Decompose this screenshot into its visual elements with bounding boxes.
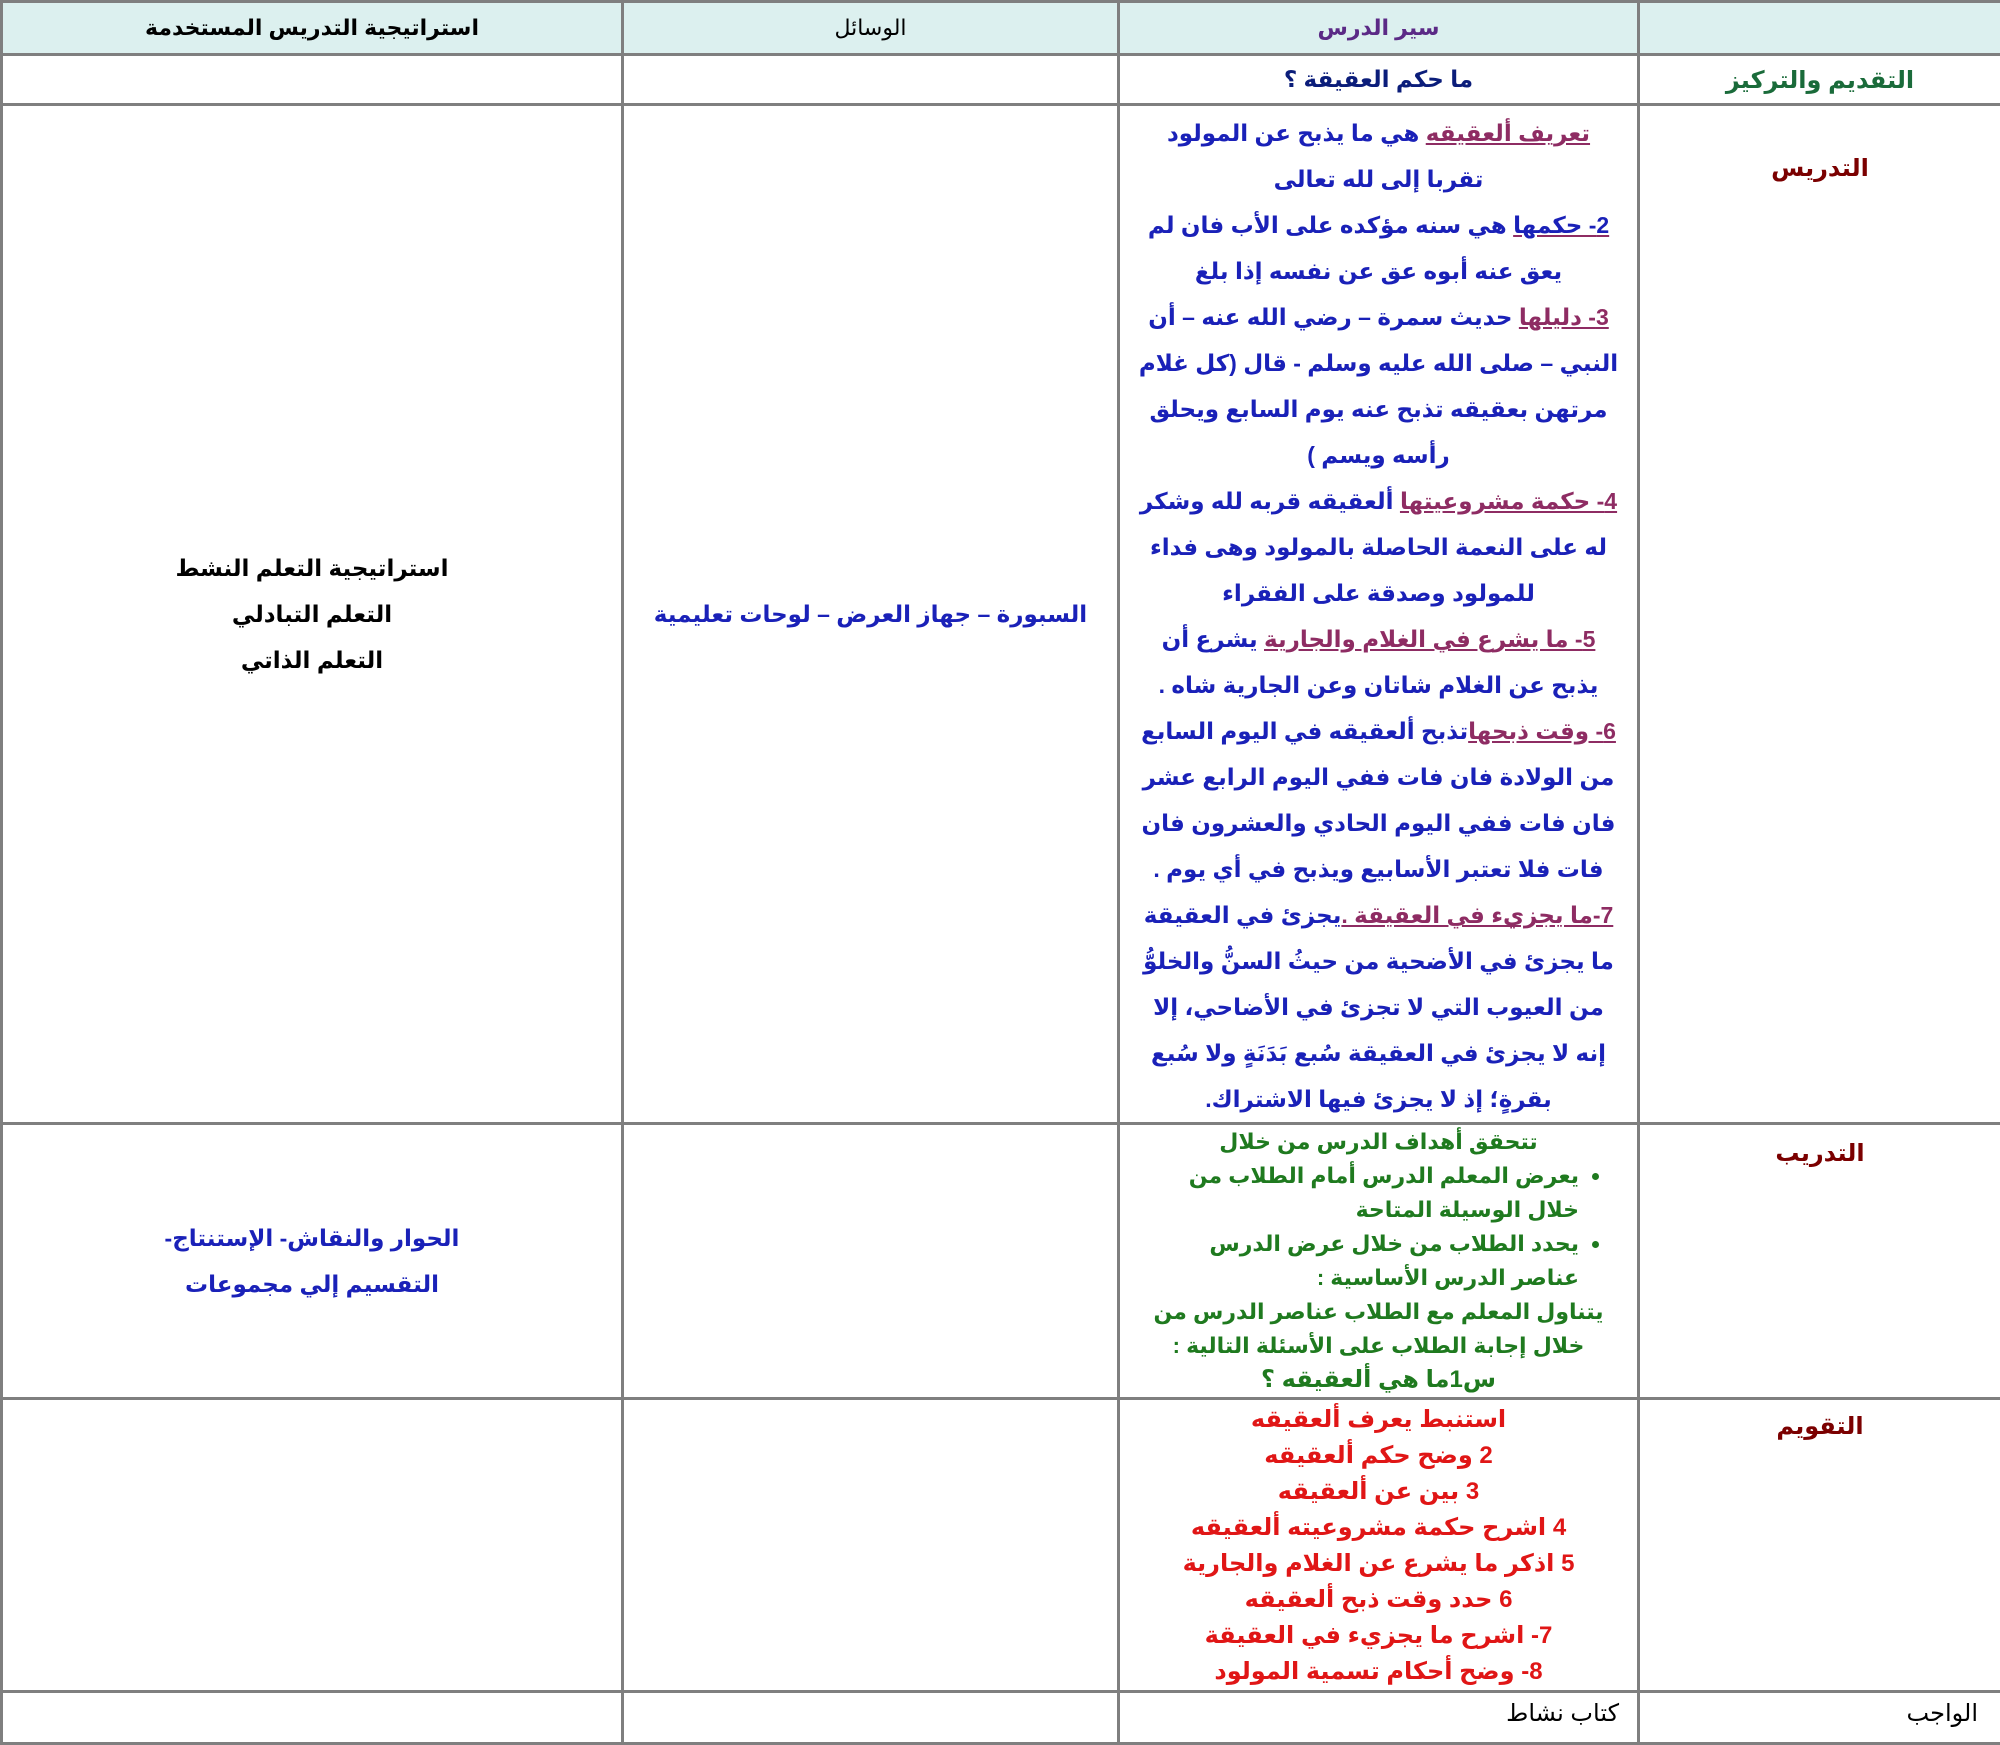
- evaluation-items: [1120, 1400, 1637, 1690]
- definition-heading: تعريف ألعقيقه: [1426, 120, 1590, 146]
- header-media: الوسائل: [623, 2, 1119, 55]
- evidence-paragraph: [1138, 294, 1619, 478]
- evaluation-item: 7- اشرح ما يجزيء في العقيقة: [1120, 1618, 1637, 1654]
- strategy-item: التعلم الذاتي: [3, 637, 621, 683]
- training-content: [1120, 1125, 1637, 1397]
- evidence-heading: 3- دليلها: [1519, 304, 1609, 330]
- training-bullet: • يعرض المعلم الدرس أمام الطلاب من خلال الوسيلة المتاحة: [1138, 1159, 1579, 1227]
- training-strategy-cell: [2, 1124, 623, 1399]
- homework-media-cell: [623, 1692, 1119, 1744]
- evaluation-item: 2 وضح حكم ألعقيقه: [1120, 1438, 1637, 1474]
- teaching-content: [1120, 106, 1637, 1122]
- evaluation-strategy-cell: [2, 1399, 623, 1692]
- strategy-item: التقسيم إلي مجموعات: [3, 1261, 621, 1307]
- training-content-cell: [1119, 1124, 1639, 1399]
- teaching-row: [2, 105, 2000, 1124]
- evaluation-content-cell: [1119, 1399, 1639, 1692]
- training-stage-label: التدريب: [1640, 1125, 2000, 1168]
- wisdom-text: ألعقيقه قربه لله وشكر له على النعمة الحاصلة بالمولود وهى فداء للمولود وصدقة على الفقراء: [1140, 488, 1607, 606]
- boy-girl-text: يشرع أن يذبح عن الغلام شاتان وعن الجارية شاه .: [1159, 626, 1599, 698]
- intro-stage-label: التقديم والتركيز: [1640, 56, 2000, 95]
- ruling-text: هي سنه مؤكده على الأب فان لم يعق عنه أبوه عق عن نفسه إذا بلغ: [1148, 212, 1562, 284]
- teaching-content-cell: [1119, 105, 1639, 1124]
- sufficiency-heading: 7-ما يجزيء في العقيقة .: [1341, 902, 1613, 928]
- timing-paragraph: [1138, 708, 1619, 892]
- sufficiency-text: يجزئ في العقيقة ما يجزئ في الأضحية من حيثُ السنُّ والخلوُّ من العيوب التي لا تجزئ في الأضاحي، إلا إنه لا يجزئ في العقيقة سُبع بَدَنَةٍ ولا سُبع بقرةٍ؛ إذ لا يجزئ فيها الاشتراك.: [1143, 902, 1614, 1112]
- training-bullet: • يحدد الطلاب من خلال عرض الدرس عناصر الدرس الأساسية :: [1138, 1227, 1579, 1295]
- evaluation-item: استنبط يعرف ألعقيقه: [1120, 1402, 1637, 1438]
- intro-question-cell: [1119, 55, 1639, 105]
- ruling-paragraph: [1138, 202, 1619, 294]
- teaching-media-cell: [623, 105, 1119, 1124]
- header-row: [2, 2, 2000, 55]
- intro-strategy-cell: [2, 55, 623, 105]
- evidence-text: حديث سمرة – رضي الله عنه – أن النبي – صلى الله عليه وسلم - قال (كل غلام مرتهن بعقيقه تذبح عنه يوم السابع ويحلق رأسه ويسم ): [1139, 304, 1618, 468]
- wisdom-heading: 4- حكمة مشروعيتها: [1400, 488, 1617, 514]
- definition-paragraph: [1138, 110, 1619, 202]
- evaluation-media-cell: [623, 1399, 1119, 1692]
- teaching-strategy: [3, 545, 621, 683]
- timing-heading: 6- وقت ذبحها: [1468, 718, 1616, 744]
- teaching-strategy-cell: [2, 105, 623, 1124]
- evaluation-stage-label: التقويم: [1640, 1400, 2000, 1441]
- training-bullets: [1138, 1159, 1619, 1295]
- teaching-media: السبورة – جهاز العرض – لوحات تعليمية: [624, 601, 1117, 628]
- strategy-item: الحوار والنقاش- الإستنتاج-: [3, 1215, 621, 1261]
- homework-label: الواجب: [1639, 1692, 2000, 1744]
- sufficiency-paragraph: [1138, 892, 1619, 1122]
- lesson-question: ما حكم العقيقة ؟: [1120, 56, 1637, 93]
- header-stage-cell: [1639, 2, 2000, 55]
- evaluation-stage-cell: [1639, 1399, 2000, 1692]
- ruling-heading: 2- حكمها: [1513, 212, 1609, 238]
- training-media-cell: [623, 1124, 1119, 1399]
- intro-media-cell: [623, 55, 1119, 105]
- teaching-stage-label: التدريس: [1640, 106, 2000, 183]
- homework-strategy-cell: [2, 1692, 623, 1744]
- evaluation-item: 6 حدد وقت ذبح ألعقيقه: [1120, 1582, 1637, 1618]
- training-question: س1ما هي ألعقيقه ؟: [1138, 1363, 1619, 1397]
- intro-stage-cell: [1639, 55, 2000, 105]
- teaching-stage-cell: [1639, 105, 2000, 1124]
- timing-text: تذبح ألعقيقه في اليوم السابع من الولادة فان فات ففي اليوم الرابع عشر فان فات ففي اليوم الحادي والعشرون فان فات فلا تعتبر الأسابيع ويذبح في أي يوم .: [1141, 718, 1615, 882]
- homework-row: [2, 1692, 2000, 1744]
- intro-row: [2, 55, 2000, 105]
- evaluation-item: 8- وضح أحكام تسمية المولود: [1120, 1654, 1637, 1690]
- boy-girl-paragraph: [1138, 616, 1619, 708]
- training-discussion: يتناول المعلم مع الطلاب عناصر الدرس من خلال إجابة الطلاب على الأسئلة التالية :: [1138, 1295, 1619, 1363]
- header-lesson-flow: سير الدرس: [1119, 2, 1639, 55]
- evaluation-item: 5 اذكر ما يشرع عن الغلام والجارية: [1120, 1546, 1637, 1582]
- boy-girl-heading: 5- ما يشرع في الغلام والجارية: [1264, 626, 1595, 652]
- header-strategy: استراتيجية التدريس المستخدمة: [2, 2, 623, 55]
- training-row: [2, 1124, 2000, 1399]
- training-strategy: [3, 1215, 621, 1307]
- definition-text: هي ما يذبح عن المولود تقربا إلى لله تعالى: [1167, 120, 1484, 192]
- evaluation-item: 4 اشرح حكمة مشروعيته ألعقيقه: [1120, 1510, 1637, 1546]
- strategy-item: استراتيجية التعلم النشط: [3, 545, 621, 591]
- homework-value: كتاب نشاط: [1119, 1692, 1639, 1744]
- evaluation-row: [2, 1399, 2000, 1692]
- training-intro: تتحقق أهداف الدرس من خلال: [1138, 1125, 1619, 1159]
- wisdom-paragraph: [1138, 478, 1619, 616]
- evaluation-item: 3 بين عن ألعقيقه: [1120, 1474, 1637, 1510]
- strategy-item: التعلم التبادلي: [3, 591, 621, 637]
- training-stage-cell: [1639, 1124, 2000, 1399]
